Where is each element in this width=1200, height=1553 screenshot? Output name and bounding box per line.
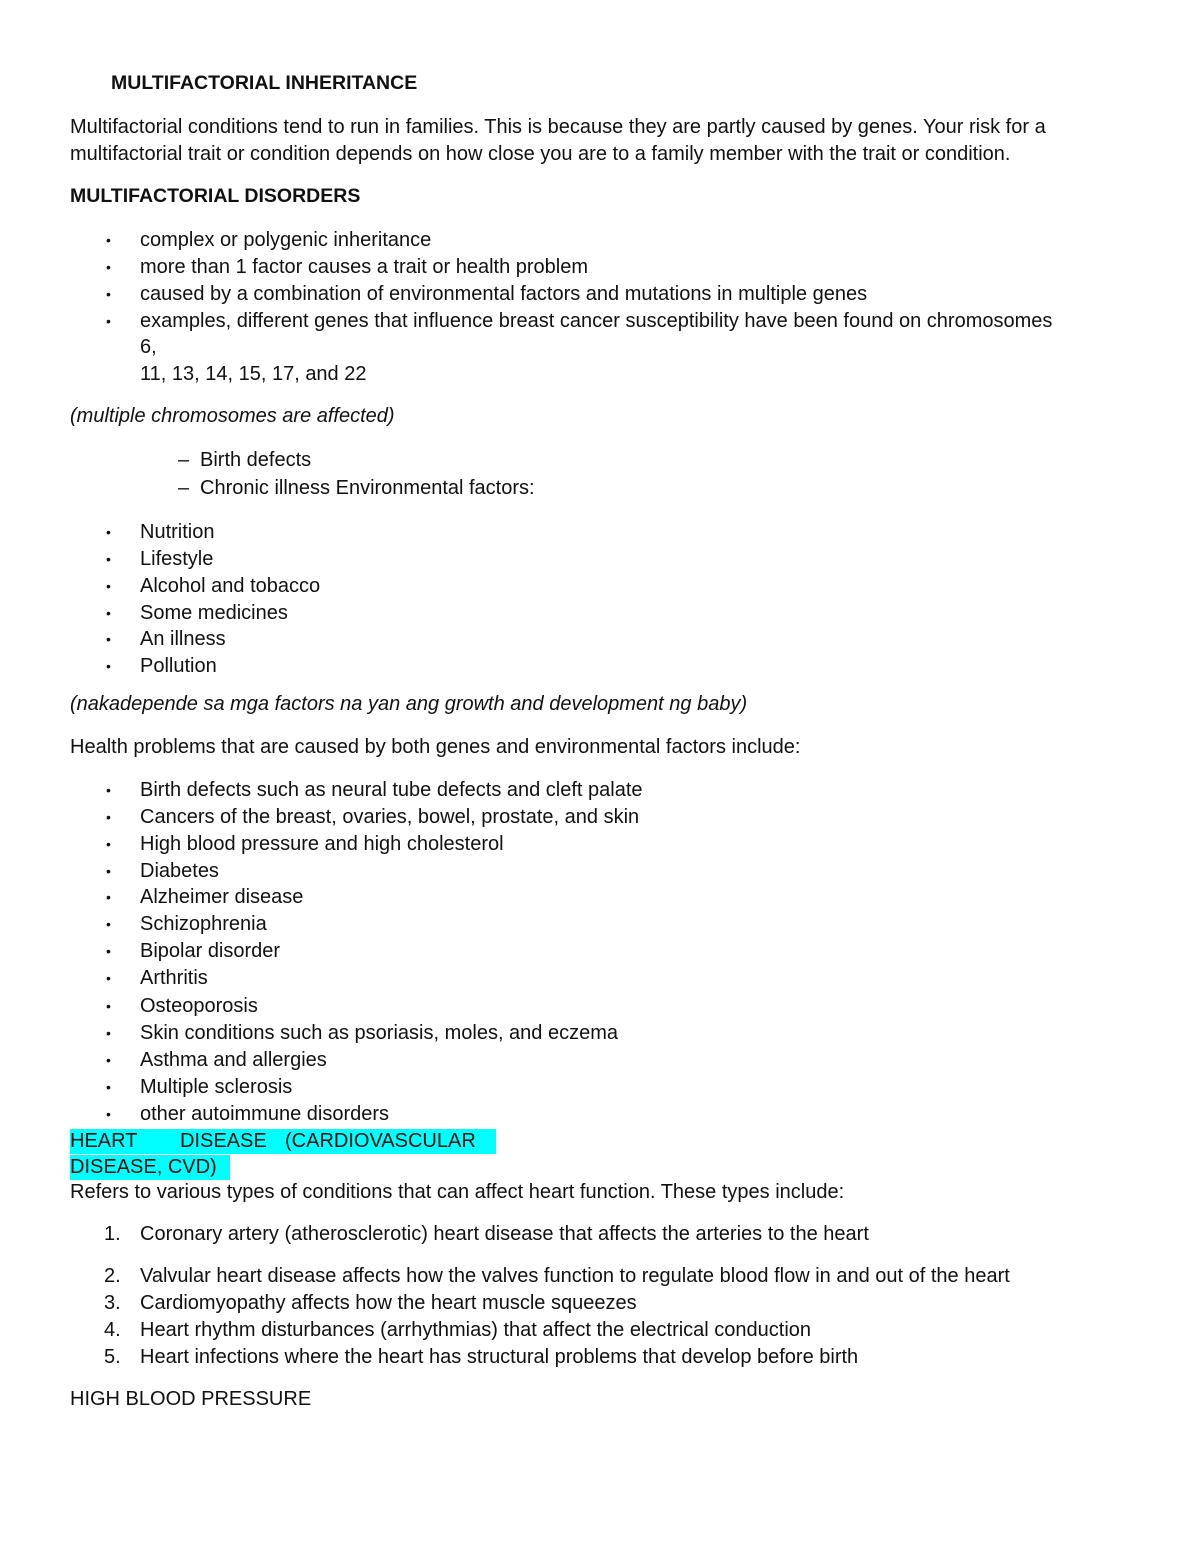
bullet-icon: • [106,551,111,567]
list-item-text: complex or polygenic inheritance [140,229,432,251]
list-item-text: Diabetes [140,860,219,882]
bullet-icon: • [106,782,111,798]
high-blood-pressure-heading: HIGH BLOOD PRESSURE [70,1388,312,1410]
list-item-text: Bipolar disorder [140,940,281,962]
item-number: 4. [104,1319,121,1341]
list-item-text: Alcohol and tobacco [140,575,321,597]
bullet-icon: • [106,1106,111,1122]
list-item-text: Multiple sclerosis [140,1076,293,1098]
list-item-text: Cancers of the breast, ovaries, bowel, prostate, and skin [140,806,640,828]
numbered-item-text: Valvular heart disease affects how the valves function to regulate blood flow in and out of the heart [140,1265,1010,1287]
list-item-text: Birth defects [200,449,312,471]
bullet-icon: • [106,889,111,905]
bullet-icon: • [106,836,111,852]
list-item-text: more than 1 factor causes a trait or health problem [140,256,589,278]
list-item-text: Asthma and allergies [140,1049,327,1071]
numbered-item-text: Coronary artery (atherosclerotic) heart disease that affects the arteries to the heart [140,1223,869,1245]
list-item-continuation: 11, 13, 14, 15, 17, and 22 [140,363,367,385]
list-item-text: Nutrition [140,521,215,543]
dash-marker: – [178,449,190,471]
list-item-text: High blood pressure and high cholesterol [140,833,504,855]
heart-heading-word2: DISEASE [180,1130,267,1152]
heart-heading-word3: (CARDIOVASCULAR [285,1130,476,1152]
bullet-icon: • [106,286,111,302]
list-item-text: examples, different genes that influence breast cancer susceptibility have been found on chromosomes [140,310,1053,332]
bullet-icon: • [106,605,111,621]
bullet-icon: • [106,1025,111,1041]
list-item-text: An illness [140,628,226,650]
heart-intro: Refers to various types of conditions that can affect heart function. These types include: [70,1181,845,1203]
list-item-text: Osteoporosis [140,995,258,1017]
numbered-item-text: Cardiomyopathy affects how the heart muscle squeezes [140,1292,637,1314]
main-heading: MULTIFACTORIAL INHERITANCE [111,72,418,94]
bullet-icon: • [106,631,111,647]
bullet-icon: • [106,863,111,879]
list-item-text: Skin conditions such as psoriasis, moles, and eczema [140,1022,619,1044]
heart-heading-word1: HEART [70,1130,138,1152]
numbered-item-text: Heart rhythm disturbances (arrhythmias) that affect the electrical conduction [140,1319,812,1341]
note-chromosomes: (multiple chromosomes are affected) [70,405,395,427]
intro-line-1: Multifactorial conditions tend to run in families. This is because they are partly caused by genes. Your risk for a [70,116,1046,138]
bullet-icon: • [106,809,111,825]
list-item-text: Arthritis [140,967,208,989]
numbered-item-text: Heart infections where the heart has structural problems that develop before birth [140,1346,859,1368]
item-number: 2. [104,1265,121,1287]
list-item-text: Chronic illness Environmental factors: [200,477,535,499]
bullet-icon: • [106,998,111,1014]
bullet-icon: • [106,658,111,674]
list-item-text: caused by a combination of environmental factors and mutations in multiple genes [140,283,868,305]
bullet-icon: • [106,943,111,959]
list-item-continuation: 6, [140,336,157,358]
list-item-text: Pollution [140,655,217,677]
bullet-icon: • [106,259,111,275]
list-item-text: Lifestyle [140,548,214,570]
item-number: 3. [104,1292,121,1314]
dash-marker: – [178,477,190,499]
bullet-icon: • [106,524,111,540]
item-number: 5. [104,1346,121,1368]
note-baby: (nakadepende sa mga factors na yan ang growth and development ng baby) [70,693,748,715]
bullet-icon: • [106,313,111,329]
intro-line-2: multifactorial trait or condition depends on how close you are to a family member with the trait or condition. [70,143,1011,165]
bullet-icon: • [106,578,111,594]
list-item-text: Alzheimer disease [140,886,304,908]
list-item-text: Some medicines [140,602,288,624]
heart-heading-line2: DISEASE, CVD) [70,1156,217,1178]
bullet-icon: • [106,916,111,932]
bullet-icon: • [106,232,111,248]
health-intro: Health problems that are caused by both genes and environmental factors include: [70,736,801,758]
item-number: 1. [104,1223,121,1245]
bullet-icon: • [106,970,111,986]
disorders-heading: MULTIFACTORIAL DISORDERS [70,185,361,207]
list-item-text: Schizophrenia [140,913,267,935]
list-item-text: other autoimmune disorders [140,1103,390,1125]
bullet-icon: • [106,1052,111,1068]
bullet-icon: • [106,1079,111,1095]
list-item-text: Birth defects such as neural tube defects and cleft palate [140,779,643,801]
